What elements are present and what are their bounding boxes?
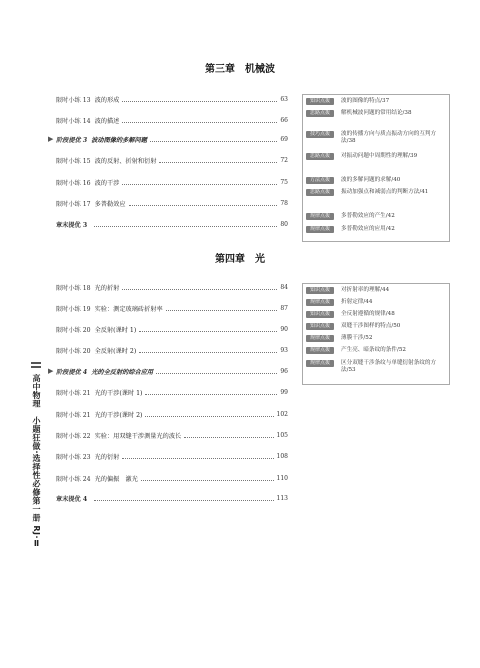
toc-entry[interactable] [56,345,288,355]
entry-page: 105 [276,431,288,439]
tip-text: 多普勒效应的应用/42 [341,226,395,232]
entry-page: 96 [280,367,288,375]
tip-tag: 思路点拨 [306,110,334,117]
leader-dots [122,184,277,185]
entry-label: 阶段提优 4 [56,368,88,376]
tip-tag: 规律点拨 [306,360,334,367]
tip-item [306,360,446,374]
tip-item [306,177,446,184]
toc-entry-special[interactable] [48,134,288,144]
entry-title: 多普勒效应 [94,200,126,208]
tip-text: 波的传播方向与质点振动方向的互判方法/38 [341,131,437,145]
entry-title: 光的干涉(课时 2) [94,411,143,419]
toc-entry-chapter-end[interactable] [56,219,288,229]
tip-text: 波的图像的特点/37 [341,98,390,104]
toc-entry[interactable] [56,177,288,187]
entry-title: 全反射(课时 2) [94,347,137,355]
toc-entry[interactable] [56,282,288,292]
toc-entry[interactable] [56,155,288,165]
tip-tag: 思路点拨 [306,189,334,196]
chapter4-tips-box [302,283,450,385]
entry-label: 限时小练 20 [56,326,91,334]
entry-title: 波的反射、折射和衍射 [94,157,157,165]
entry-title: 波的形成 [94,96,120,104]
leader-dots [122,101,277,102]
entry-page: 113 [276,494,288,502]
tip-item [306,110,446,117]
tip-item [306,98,446,105]
entry-title: 波动图像的多解问题 [91,136,147,144]
entry-title: 实验：用双缝干涉测量光的波长 [94,432,182,440]
entry-page: 72 [280,156,288,164]
chapter3-tips-box [302,94,450,242]
entry-page: 99 [280,388,288,396]
play-arrow-icon: ▶ [48,135,54,143]
tip-text: 解机械波问题的常用结论/38 [341,110,412,116]
chapter3-title: 第三章 机械波 [205,64,275,75]
tip-tag: 知识点拨 [306,287,334,294]
tip-tag: 规律点拨 [306,347,334,354]
leader-dots [94,226,277,227]
entry-page: 80 [280,220,288,228]
entry-title: 光的衍射 [94,453,120,461]
entry-label: 限时小练 18 [56,284,91,292]
entry-title: 光的干涉(课时 1) [94,389,143,397]
leader-dots [156,373,277,374]
book-spine [30,362,42,622]
play-arrow-icon: ▶ [48,367,54,375]
toc-entry[interactable] [56,94,288,104]
entry-title: 全反射(课时 1) [94,326,137,334]
spine-title: 高中物理 小题狂做·选择性必修第一册 RJ·Ⅱ [32,374,41,549]
entry-page: 90 [280,325,288,333]
leader-dots [166,310,278,311]
entry-title: 光的全反射的综合应用 [91,368,154,376]
leader-dots [159,162,277,163]
tip-item [306,213,446,220]
tip-text: 产生亮、暗条纹的条件/52 [341,347,406,353]
entry-title: 波的描述 [94,117,120,125]
toc-entry[interactable] [56,324,288,334]
entry-title: 波的干涉 [94,179,120,187]
tip-text: 双缝干涉图样的特点/50 [341,323,401,329]
entry-label: 阶段提优 3 [56,136,88,144]
tip-tag: 知识点拨 [306,323,334,330]
entry-label: 限时小练 13 [56,96,91,104]
tip-tag: 规律点拨 [306,226,334,233]
entry-label: 限时小练 19 [56,305,91,313]
tip-item [306,347,446,354]
tip-tag: 方法点拨 [306,177,334,184]
toc-entry[interactable] [56,303,288,313]
tip-tag: 规律点拨 [306,335,334,342]
tip-text: 折射定律/44 [341,299,373,305]
tip-tag: 知识点拨 [306,311,334,318]
tip-text: 振动加强点和减弱点的判断方法/41 [341,189,429,195]
tip-item [306,226,446,233]
leader-dots [145,394,277,395]
leader-dots [129,205,278,206]
leader-dots [150,141,277,142]
entry-label: 限时小练 21 [56,411,91,419]
toc-entry-special[interactable] [48,366,288,376]
entry-label: 限时小练 17 [56,200,91,208]
entry-page: 66 [280,116,288,124]
entry-page: 108 [276,452,288,460]
entry-title: 光的折射 [94,284,120,292]
entry-label: 限时小练 15 [56,157,91,165]
toc-entry[interactable] [56,115,288,125]
entry-label: 限时小练 14 [56,117,91,125]
leader-dots [184,437,273,438]
entry-label: 限时小练 21 [56,389,91,397]
leader-dots [94,500,273,501]
chapter4-title: 第四章 光 [215,254,265,265]
leader-dots [139,331,277,332]
entry-title: 光的偏振 激光 [94,475,138,483]
tip-tag: 规律点拨 [306,299,334,306]
tip-item [306,189,446,196]
entry-label: 限时小练 24 [56,475,91,483]
entry-page: 102 [276,410,288,418]
tip-text: 对振动问题中周期性的理解/39 [341,153,418,159]
spine-bar [31,366,41,368]
leader-dots [141,480,274,481]
leader-dots [139,352,277,353]
leader-dots [122,289,277,290]
entry-page: 75 [280,178,288,186]
tip-text: 区分双缝干涉条纹与单缝衍射条纹的方法/53 [341,360,437,374]
entry-label: 章末提优 4 [56,495,88,503]
toc-entry[interactable] [56,198,288,208]
tip-item [306,287,446,294]
tip-item [306,335,446,342]
toc-entry-chapter-end[interactable] [56,493,288,503]
entry-page: 78 [280,199,288,207]
tip-text: 对折射率的理解/44 [341,287,390,293]
toc-entry[interactable] [56,409,288,419]
entry-label: 限时小练 16 [56,179,91,187]
toc-entry[interactable] [56,387,288,397]
tip-text: 波的多解问题的求解/40 [341,177,401,183]
entry-label: 限时小练 23 [56,453,91,461]
tip-item [306,323,446,330]
tip-tag: 规律点拨 [306,213,334,220]
toc-entry[interactable] [56,430,288,440]
entry-page: 93 [280,346,288,354]
entry-title: 实验：测定玻璃砖折射率 [94,305,163,313]
leader-dots [122,458,273,459]
tip-item [306,131,446,145]
tip-tag: 知识点拨 [306,98,334,105]
tip-tag: 思路点拨 [306,153,334,160]
entry-page: 110 [276,474,288,482]
tip-item [306,299,446,306]
entry-page: 69 [280,135,288,143]
entry-page: 87 [280,304,288,312]
entry-page: 63 [280,95,288,103]
tip-tag: 技巧点拨 [306,131,334,138]
tip-text: 全反射遵循的规律/48 [341,311,395,317]
tip-item [306,311,446,318]
toc-entry[interactable] [56,451,288,461]
tip-text: 多普勒效应的产生/42 [341,213,395,219]
toc-entry[interactable] [56,473,288,483]
leader-dots [145,416,273,417]
entry-label: 限时小练 20 [56,347,91,355]
leader-dots [122,122,277,123]
spine-bar [31,362,41,364]
tip-item [306,153,446,160]
entry-label: 章末提优 3 [56,221,88,229]
entry-page: 84 [280,283,288,291]
entry-label: 限时小练 22 [56,432,91,440]
tip-text: 薄膜干涉/52 [341,335,373,341]
